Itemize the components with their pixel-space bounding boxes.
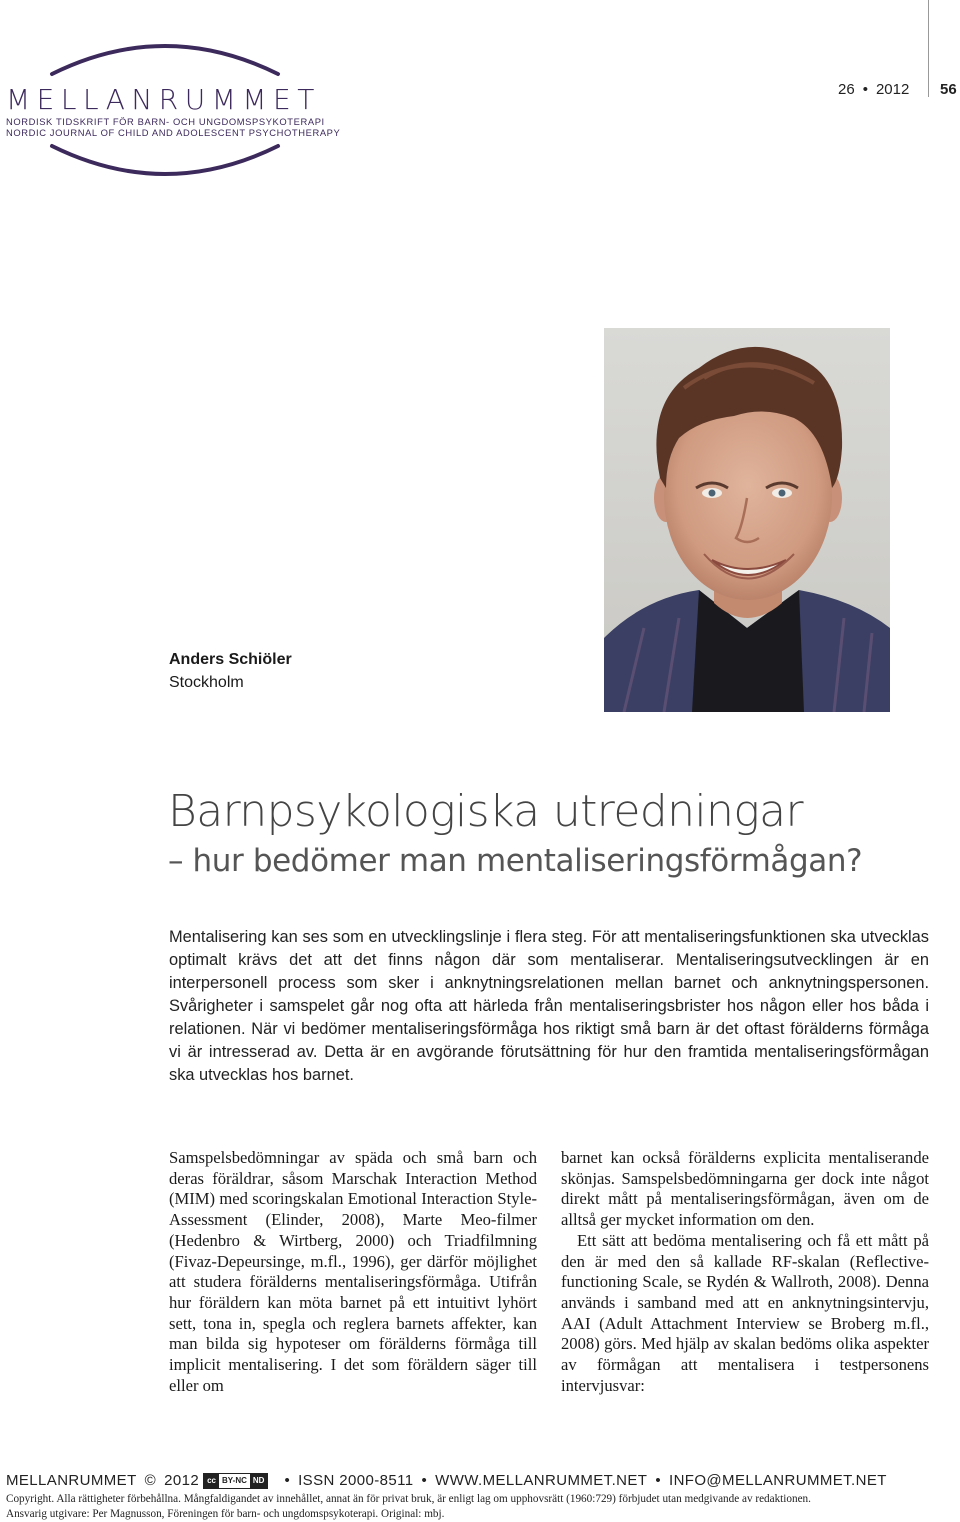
page-number: 56: [940, 81, 957, 98]
article-subtitle: – hur bedömer man mentaliseringsförmågan?: [168, 843, 863, 879]
footer-issn: ISSN 2000-8511: [298, 1472, 414, 1489]
cc-license-icon: [203, 1473, 268, 1489]
copyright-notice: [6, 1492, 946, 1521]
publisher-text: Ansvarig utgivare: Per Magnusson, Föreningen för barn- och ungdomspsykoterapi. Original: mbj.: [6, 1507, 445, 1520]
cc-label: cc: [204, 1474, 219, 1488]
header-divider: [928, 0, 929, 97]
copyright-icon: ©: [144, 1472, 157, 1489]
author-portrait: [604, 328, 890, 712]
journal-subtitle-sv: NORDISK TIDSKRIFT FÖR BARN- OCH UNGDOMSPSYKOTERAPI: [6, 116, 325, 127]
body-column-left: [169, 1148, 537, 1396]
footer-journal: MELLANRUMMET: [6, 1472, 137, 1489]
cc-license-a: BY-NC: [219, 1474, 250, 1488]
journal-subtitle-en: NORDIC JOURNAL OF CHILD AND ADOLESCENT PSYCHOTHERAPY: [6, 127, 341, 138]
author-name: Anders Schiöler: [169, 651, 292, 668]
body-paragraph: Ett sätt att bedöma mentalisering och få ett mått på den är med den så kallade RF-skalan (Reflective-functioning Scale, se Rydén & Wallroth, 2008). Denna används i samband med att en anknytningsintervju, AAI (Adult Attachment Interview se Broberg m.fl., 2008) görs. Med hjälp av skalan bedöms olika aspekter av förmågan att mentalisera i testpersonens intervjusvar:: [561, 1230, 929, 1395]
footer-website-link[interactable]: WWW.MELLANRUMMET.NET: [435, 1472, 648, 1489]
article-abstract: Mentalisering kan ses som en utvecklingslinje i flera steg. För att mentaliseringsfunktionen ska utvecklas optimalt krävs det att det finns någon där som mentaliserar. Mentaliseringsutvecklingen är en interpersonell process som sker i anknytningsrelationen mellan barnet och anknytningspersonen. Svårigheter i samspelet går nog ofta att härleda från mentaliseringsbrister hos någon eller hos båda i relationen. När vi bedömer mentaliseringsförmåga hos riktigt små barn är det oftast förälderns förmåga vi är intresserad av. Detta är en avgörande förutsättning för hur den framtida mentaliseringsförmågan ska utvecklas hos barnet.: [169, 928, 929, 1084]
footer-year: 2012: [164, 1472, 200, 1489]
footer-bullet: •: [655, 1472, 661, 1489]
issue-info: [838, 81, 909, 98]
body-paragraph: barnet kan också förälderns explicita mentaliserande skönjas. Samspelsbedömningarna ger dock inte något direkt mått på mentaliseringsförmågan, även om de alltså ger mycket information om den.: [561, 1148, 929, 1230]
journal-name: MELLANRUMMET: [6, 83, 321, 116]
footer-bullet: •: [284, 1472, 291, 1489]
footer-email-link[interactable]: INFO@MELLANRUMMET.NET: [669, 1472, 887, 1489]
author-city: Stockholm: [169, 674, 244, 691]
issue-bullet: •: [862, 81, 868, 98]
footer-line: [6, 1472, 887, 1489]
body-paragraph: Samspelsbedömningar av späda och små barn och deras föräldrar, såsom Marschak Interaction Method (MIM) med scoringskalan Emotional Interaction Style-Assessment (Elinder, 2008), Marte Meo-filmer (Hedenbro & Wirtberg, 2000) och Triadfilmning (Fivaz-Depeursinge, m.fl., 1996), ger därför möjlighet att studera förälderns mentaliseringsförmåga. Utifrån hur föräldern kan möta barnet på ett intuitivt lyhört sett, tona in, spegla och reglera barnets affekter, kan man bilda sig hypoteser om förälderns förmåga till implicit mentalisering. I det som föräldern säger till eller om: [169, 1148, 537, 1395]
body-column-right: [561, 1148, 929, 1396]
cc-license-b: ND: [250, 1474, 268, 1488]
footer-bullet: •: [421, 1472, 428, 1489]
issue-year: 2012: [875, 81, 910, 98]
journal-logo: [0, 30, 340, 180]
article-title: Barnpsykologiska utredningar: [168, 786, 803, 837]
issue-number: 26: [838, 81, 855, 98]
copyright-text: Copyright. Alla rättigheter förbehållna. Mångfaldigandet av innehållet, annat än för privat bruk, är enligt lag om upphovsrätt (1960:729) förbjudet utan medgivande av redaktionen.: [6, 1493, 811, 1505]
